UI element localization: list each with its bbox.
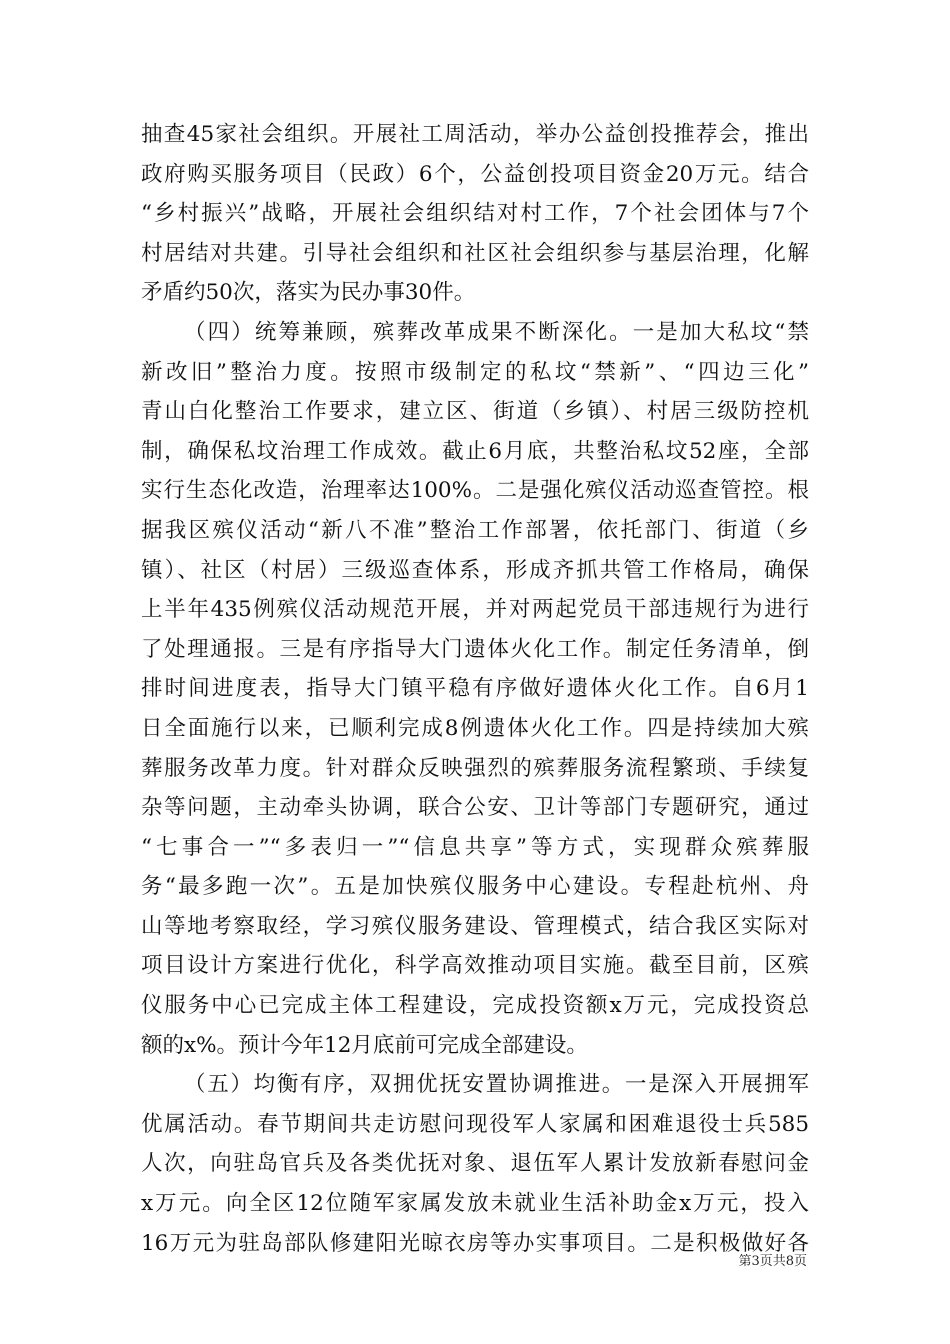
text-line: 葬服务改革力度。针对群众反映强烈的殡葬服务流程繁琐、手续复 xyxy=(141,755,809,781)
text-line: 排时间进度表，指导大门镇平稳有序做好遗体火化工作。自6月1 xyxy=(141,676,809,702)
text-line: “乡村振兴”战略，开展社会组织结对村工作，7个社会团体与7个 xyxy=(141,201,809,227)
text-line: 仪服务中心已完成主体工程建设，完成投资额x万元，完成投资总 xyxy=(141,993,809,1019)
text-line: 人次，向驻岛官兵及各类优抚对象、退伍军人累计发放新春慰问金 xyxy=(141,1151,809,1177)
text-line: 16万元为驻岛部队修建阳光晾衣房等办实事项目。二是积极做好各 xyxy=(141,1230,809,1256)
text-line: 日全面施行以来，已顺利完成8例遗体火化工作。四是持续加大殡 xyxy=(141,715,809,741)
text-line: 项目设计方案进行优化，科学高效推动项目实施。截至目前，区殡 xyxy=(141,953,809,979)
text-line: 据我区殡仪活动“新八不准”整治工作部署，依托部门、街道（乡 xyxy=(141,517,809,543)
text-line: 制，确保私坟治理工作成效。截止6月底，共整治私坟52座，全部 xyxy=(141,438,809,464)
text-line: 杂等问题，主动牵头协调，联合公安、卫计等部门专题研究，通过 xyxy=(141,795,809,821)
text-line: （五）均衡有序，双拥优抚安置协调推进。一是深入开展拥军 xyxy=(184,1072,809,1098)
text-line: 了处理通报。三是有序指导大门遗体火化工作。制定任务清单，倒 xyxy=(141,636,809,662)
text-line: 村居结对共建。引导社会组织和社区社会组织参与基层治理，化解 xyxy=(141,240,809,266)
text-line: 抽查45家社会组织。开展社工周活动，举办公益创投推荐会，推出 xyxy=(141,122,809,147)
text-line: 新改旧”整治力度。按照市级制定的私坟“禁新”、“四边三化” xyxy=(141,359,809,385)
text-line: 山等地考察取经，学习殡仪服务建设、管理模式，结合我区实际对 xyxy=(141,913,809,939)
text-line: （四）统筹兼顾，殡葬改革成果不断深化。一是加大私坟“禁 xyxy=(184,319,809,345)
text-line: 上半年435例殡仪活动规范开展，并对两起党员干部违规行为进行 xyxy=(141,597,809,623)
text-line: 优属活动。春节期间共走访慰问现役军人家属和困难退役士兵585 xyxy=(141,1111,809,1137)
text-line: 务“最多跑一次”。五是加快殡仪服务中心建设。专程赴杭州、舟 xyxy=(141,874,809,900)
text-line: 额的x%。预计今年12月底前可完成全部建设。 xyxy=(141,1032,588,1058)
text-line: 青山白化整治工作要求，建立区、街道（乡镇）、村居三级防控机 xyxy=(141,399,809,425)
text-line: x万元。向全区12位随军家属发放未就业生活补助金x万元，投入 xyxy=(141,1191,809,1217)
body-text xyxy=(141,115,809,1263)
text-line: 镇）、社区（村居）三级巡查体系，形成齐抓共管工作格局，确保 xyxy=(141,557,809,583)
text-line: 矛盾约50次，落实为民办事30件。 xyxy=(141,280,476,306)
text-line: “七事合一”“多表归一”“信息共享”等方式，实现群众殡葬服 xyxy=(141,834,809,860)
text-line: 政府购买服务项目（民政）6个，公益创投项目资金20万元。结合 xyxy=(141,161,809,187)
text-line: 实行生态化改造，治理率达100%。二是强化殡仪活动巡查管控。根 xyxy=(141,478,809,504)
page-number: 第3页共8页 xyxy=(738,1254,807,1269)
